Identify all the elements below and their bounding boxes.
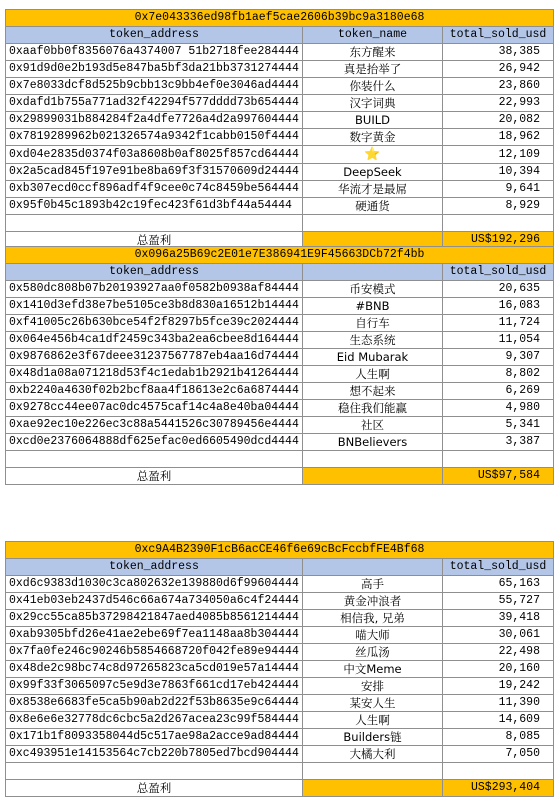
table-row xyxy=(6,44,554,61)
token-address-cell[interactable]: 0xdafd1b755a771ad32f42294f577dddd73b654444 xyxy=(6,95,303,112)
token-name-cell[interactable]: 想不起来 xyxy=(303,383,443,400)
table-row xyxy=(6,78,554,95)
token-name-cell[interactable]: 大橘大利 xyxy=(303,746,443,763)
total-sold-usd-cell[interactable]: 20,635 xyxy=(443,281,554,298)
table-row xyxy=(6,434,554,451)
table-row xyxy=(6,112,554,129)
token-name-cell[interactable]: 你装什么 xyxy=(303,78,443,95)
token-name-cell[interactable]: 高手 xyxy=(303,576,443,593)
empty-cell[interactable] xyxy=(443,451,554,468)
token-address-cell[interactable]: 0x9278cc44ee07ac0dc4575caf14c4a8e40ba04444 xyxy=(6,400,303,417)
total-sold-usd-cell[interactable]: 30,061 xyxy=(443,627,554,644)
total-sold-usd-cell[interactable]: 19,242 xyxy=(443,678,554,695)
total-sold-usd-cell[interactable]: 9,307 xyxy=(443,349,554,366)
token-address-cell[interactable]: 0xab9305bfd26e41ae2ebe69f7ea1148aa8b304444 xyxy=(6,627,303,644)
token-name-cell[interactable]: 安排 xyxy=(303,678,443,695)
table-row xyxy=(6,678,554,695)
token-address-cell[interactable]: 0xc493951e14153564c7cb220b7805ed7bcd904444 xyxy=(6,746,303,763)
token-name-cell[interactable]: 黄金冲浪者 xyxy=(303,593,443,610)
column-header-token-address[interactable]: token_address xyxy=(6,264,303,281)
table-row xyxy=(6,644,554,661)
total-sold-usd-cell[interactable]: 9,641 xyxy=(443,181,554,198)
table-row xyxy=(6,593,554,610)
token-address-cell[interactable]: 0xd04e2835d0374f03a8608b0af8025f857cd64444 xyxy=(6,146,303,164)
token-name-cell[interactable]: 某安人生 xyxy=(303,695,443,712)
empty-cell[interactable] xyxy=(6,451,303,468)
table-row xyxy=(6,712,554,729)
total-sold-usd-cell[interactable]: 11,054 xyxy=(443,332,554,349)
token-address-cell[interactable]: 0x580dc808b07b20193927aa0f0582b0938af84444 xyxy=(6,281,303,298)
total-profit-spacer[interactable] xyxy=(303,780,443,797)
total-sold-usd-cell[interactable]: 8,802 xyxy=(443,366,554,383)
total-sold-usd-cell[interactable]: 20,082 xyxy=(443,112,554,129)
total-sold-usd-cell[interactable]: 14,609 xyxy=(443,712,554,729)
token-address-cell[interactable]: 0x48d1a08a071218d53f4c1edab1b2921b41264444 xyxy=(6,366,303,383)
total-sold-usd-cell[interactable]: 23,860 xyxy=(443,78,554,95)
total-profit-value[interactable]: US$192,296 xyxy=(443,232,554,249)
wallet-address-header[interactable]: 0xc9A4B2390F1cB6acCE46f6e69cBcFccbfFE4Bf68 xyxy=(6,542,554,559)
token-name-cell[interactable]: 人生啊 xyxy=(303,366,443,383)
total-sold-usd-cell[interactable]: 7,050 xyxy=(443,746,554,763)
profit-table-2 xyxy=(5,246,554,485)
token-address-cell[interactable]: 0x7819289962b021326574a9342f1cabb0150f4444 xyxy=(6,129,303,146)
sheet-section-2 xyxy=(5,246,553,485)
table-row xyxy=(6,129,554,146)
total-profit-label[interactable]: 总盈利 xyxy=(6,780,303,797)
token-name-cell[interactable]: 硬通货 xyxy=(303,198,443,215)
token-name-cell[interactable]: BNBelievers xyxy=(303,434,443,451)
table-row xyxy=(6,164,554,181)
column-header-token-name[interactable] xyxy=(303,559,443,576)
token-address-cell[interactable]: 0x48de2c98bc74c8d97265823ca5cd019e57a14444 xyxy=(6,661,303,678)
token-address-cell[interactable]: 0x99f33f3065097c5e9d3e7863f661cd17eb424444 xyxy=(6,678,303,695)
wallet-address-header[interactable]: 0x7e043336ed98fb1aef5cae2606b39bc9a3180e68 xyxy=(6,10,554,27)
table-row xyxy=(6,95,554,112)
token-name-cell[interactable]: 汉字词典 xyxy=(303,95,443,112)
token-name-cell[interactable] xyxy=(303,146,443,164)
profit-table-1 xyxy=(5,9,554,249)
table-row xyxy=(6,417,554,434)
token-address-cell[interactable]: 0x171b1f8093358044d5c517ae98a2acce9ad84444 xyxy=(6,729,303,746)
token-address-cell[interactable]: 0xae92ec10e226ec3c88a5441526c30789456e4444 xyxy=(6,417,303,434)
token-address-cell[interactable]: 0x95f0b45c1893b42c19fec423f61d3bf44a54444 xyxy=(6,198,303,215)
token-name-cell[interactable]: 东方醒来 xyxy=(303,44,443,61)
token-address-cell[interactable]: 0x41eb03eb2437d546c66a674a734050a6c4f24444 xyxy=(6,593,303,610)
table-row xyxy=(6,315,554,332)
column-header-total-sold-usd[interactable]: total_sold_usd xyxy=(443,559,554,576)
total-sold-usd-cell[interactable]: 26,942 xyxy=(443,61,554,78)
token-name-cell[interactable]: 喵大师 xyxy=(303,627,443,644)
total-sold-usd-cell[interactable]: 16,083 xyxy=(443,298,554,315)
empty-cell[interactable] xyxy=(6,215,303,232)
token-name-cell[interactable]: 中文Meme xyxy=(303,661,443,678)
wallet-address-header[interactable]: 0x096a25B69c2E01e7E386941E9F45663DCb72f4bb xyxy=(6,247,554,264)
column-header-token-name[interactable] xyxy=(303,264,443,281)
token-address-cell[interactable]: 0x1410d3efd38e7be5105ce3b8d830a16512b14444 xyxy=(6,298,303,315)
total-sold-usd-cell[interactable]: 4,980 xyxy=(443,400,554,417)
table-row xyxy=(6,366,554,383)
token-address-cell[interactable]: 0xd6c9383d1030c3ca802632e139880d6f99604444 xyxy=(6,576,303,593)
total-sold-usd-cell[interactable]: 11,724 xyxy=(443,315,554,332)
total-profit-value[interactable]: US$97,584 xyxy=(443,468,554,485)
token-name-cell[interactable]: 相信我, 兄弟 xyxy=(303,610,443,627)
total-sold-usd-cell[interactable]: 8,929 xyxy=(443,198,554,215)
token-address-cell[interactable]: 0xb307ecd0ccf896adf4f9cee0c74c8459be564444 xyxy=(6,181,303,198)
token-address-cell[interactable]: 0x8538e6683fe5ca5b90ab2d22f53b8635e9c64444 xyxy=(6,695,303,712)
total-sold-usd-cell[interactable]: 22,993 xyxy=(443,95,554,112)
table-row xyxy=(6,349,554,366)
total-sold-usd-cell[interactable]: 55,727 xyxy=(443,593,554,610)
token-name-cell[interactable]: 币安模式 xyxy=(303,281,443,298)
token-address-cell[interactable]: 0x2a5cad845f197e91be8ba69f3f31570609d24444 xyxy=(6,164,303,181)
column-header-total-sold-usd[interactable]: total_sold_usd xyxy=(443,27,554,44)
token-address-cell[interactable]: 0x7fa0fe246c90246b5854668720f042fe89e94444 xyxy=(6,644,303,661)
empty-cell[interactable] xyxy=(303,763,443,780)
total-sold-usd-cell[interactable]: 20,160 xyxy=(443,661,554,678)
table-row xyxy=(6,281,554,298)
token-name-cell[interactable]: 稳住我们能赢 xyxy=(303,400,443,417)
total-sold-usd-cell[interactable]: 38,385 xyxy=(443,44,554,61)
total-sold-usd-cell[interactable]: 6,269 xyxy=(443,383,554,400)
total-sold-usd-cell[interactable]: 10,394 xyxy=(443,164,554,181)
token-address-cell[interactable]: 0xf41005c26b630bce54f2f8297b5fce39c2024444 xyxy=(6,315,303,332)
total-sold-usd-cell[interactable]: 3,387 xyxy=(443,434,554,451)
empty-cell[interactable] xyxy=(303,451,443,468)
table-row xyxy=(6,383,554,400)
token-name-cell[interactable]: 人生啊 xyxy=(303,712,443,729)
token-name-cell[interactable]: 数字黄金 xyxy=(303,129,443,146)
token-name-cell[interactable]: 华流才是最屌 xyxy=(303,181,443,198)
token-name-cell[interactable]: BUILD xyxy=(303,112,443,129)
total-profit-value[interactable]: US$293,404 xyxy=(443,780,554,797)
token-name-cell[interactable]: #BNB xyxy=(303,298,443,315)
total-sold-usd-cell[interactable]: 12,109 xyxy=(443,146,554,164)
total-sold-usd-cell[interactable]: 5,341 xyxy=(443,417,554,434)
total-profit-label[interactable]: 总盈利 xyxy=(6,232,303,249)
empty-cell[interactable] xyxy=(303,215,443,232)
token-address-cell[interactable]: 0xb2240a4630f02b2bcf8aa4f18613e2c6a6874444 xyxy=(6,383,303,400)
token-name-cell[interactable]: 丝瓜汤 xyxy=(303,644,443,661)
table-row xyxy=(6,61,554,78)
table-row xyxy=(6,610,554,627)
table-row xyxy=(6,298,554,315)
table-row xyxy=(6,661,554,678)
column-header-total-sold-usd[interactable]: total_sold_usd xyxy=(443,264,554,281)
profit-table-3 xyxy=(5,541,554,797)
token-address-cell[interactable]: 0x7e8033dcf8d525b9cbb13c9bb4ef0e3046ad4444 xyxy=(6,78,303,95)
column-header-token-address[interactable]: token_address xyxy=(6,27,303,44)
column-header-token-address[interactable]: token_address xyxy=(6,559,303,576)
empty-cell[interactable] xyxy=(443,215,554,232)
total-sold-usd-cell[interactable]: 11,390 xyxy=(443,695,554,712)
table-row xyxy=(6,400,554,417)
total-profit-label[interactable]: 总盈利 xyxy=(6,468,303,485)
token-address-cell[interactable]: 0xcd0e2376064888df625efac0ed6605490dcd4444 xyxy=(6,434,303,451)
total-profit-spacer[interactable] xyxy=(303,468,443,485)
total-sold-usd-cell[interactable]: 22,498 xyxy=(443,644,554,661)
token-name-cell[interactable]: 社区 xyxy=(303,417,443,434)
token-name-cell[interactable]: 真是抬举了 xyxy=(303,61,443,78)
table-row xyxy=(6,576,554,593)
star-emoji-icon: ⭐ xyxy=(364,147,381,162)
token-address-cell[interactable]: 0x29cc55ca85b37298421847aed4085b8561214444 xyxy=(6,610,303,627)
token-address-cell[interactable]: 0x064e456b4ca1df2459c343ba2ea6cbee8d164444 xyxy=(6,332,303,349)
token-name-cell[interactable]: Eid Mubarak xyxy=(303,349,443,366)
table-row xyxy=(6,332,554,349)
token-name-cell[interactable]: DeepSeek xyxy=(303,164,443,181)
table-row xyxy=(6,729,554,746)
empty-cell[interactable] xyxy=(6,763,303,780)
total-sold-usd-cell[interactable]: 8,085 xyxy=(443,729,554,746)
table-row xyxy=(6,746,554,763)
table-row xyxy=(6,146,554,164)
token-address-cell[interactable]: 0x29899031b884284f2a4dfe7726a4d2a997604444 xyxy=(6,112,303,129)
total-sold-usd-cell[interactable]: 65,163 xyxy=(443,576,554,593)
token-address-cell[interactable]: 0x91d9d0e2b193d5e847ba5bf3da21bb3731274444 xyxy=(6,61,303,78)
total-sold-usd-cell[interactable]: 39,418 xyxy=(443,610,554,627)
table-row xyxy=(6,198,554,215)
sheet-section-3 xyxy=(5,541,553,797)
table-row xyxy=(6,627,554,644)
token-address-cell[interactable]: 0x8e6e6e32778dc6cbc5a2d267acea23c99f584444 xyxy=(6,712,303,729)
table-row xyxy=(6,695,554,712)
column-header-token-name[interactable]: token_name xyxy=(303,27,443,44)
token-address-cell[interactable]: 0xaaf0bb0f8356076a4374007 51b2718fee284444 xyxy=(6,44,303,61)
token-address-cell[interactable]: 0x9876862e3f67deee31237567787eb4aa16d74444 xyxy=(6,349,303,366)
total-sold-usd-cell[interactable]: 18,962 xyxy=(443,129,554,146)
sheet-section-1 xyxy=(5,9,553,249)
token-name-cell[interactable]: 生态系统 xyxy=(303,332,443,349)
empty-cell[interactable] xyxy=(443,763,554,780)
table-row xyxy=(6,181,554,198)
token-name-cell[interactable]: 自行车 xyxy=(303,315,443,332)
token-name-cell[interactable]: Builders链 xyxy=(303,729,443,746)
